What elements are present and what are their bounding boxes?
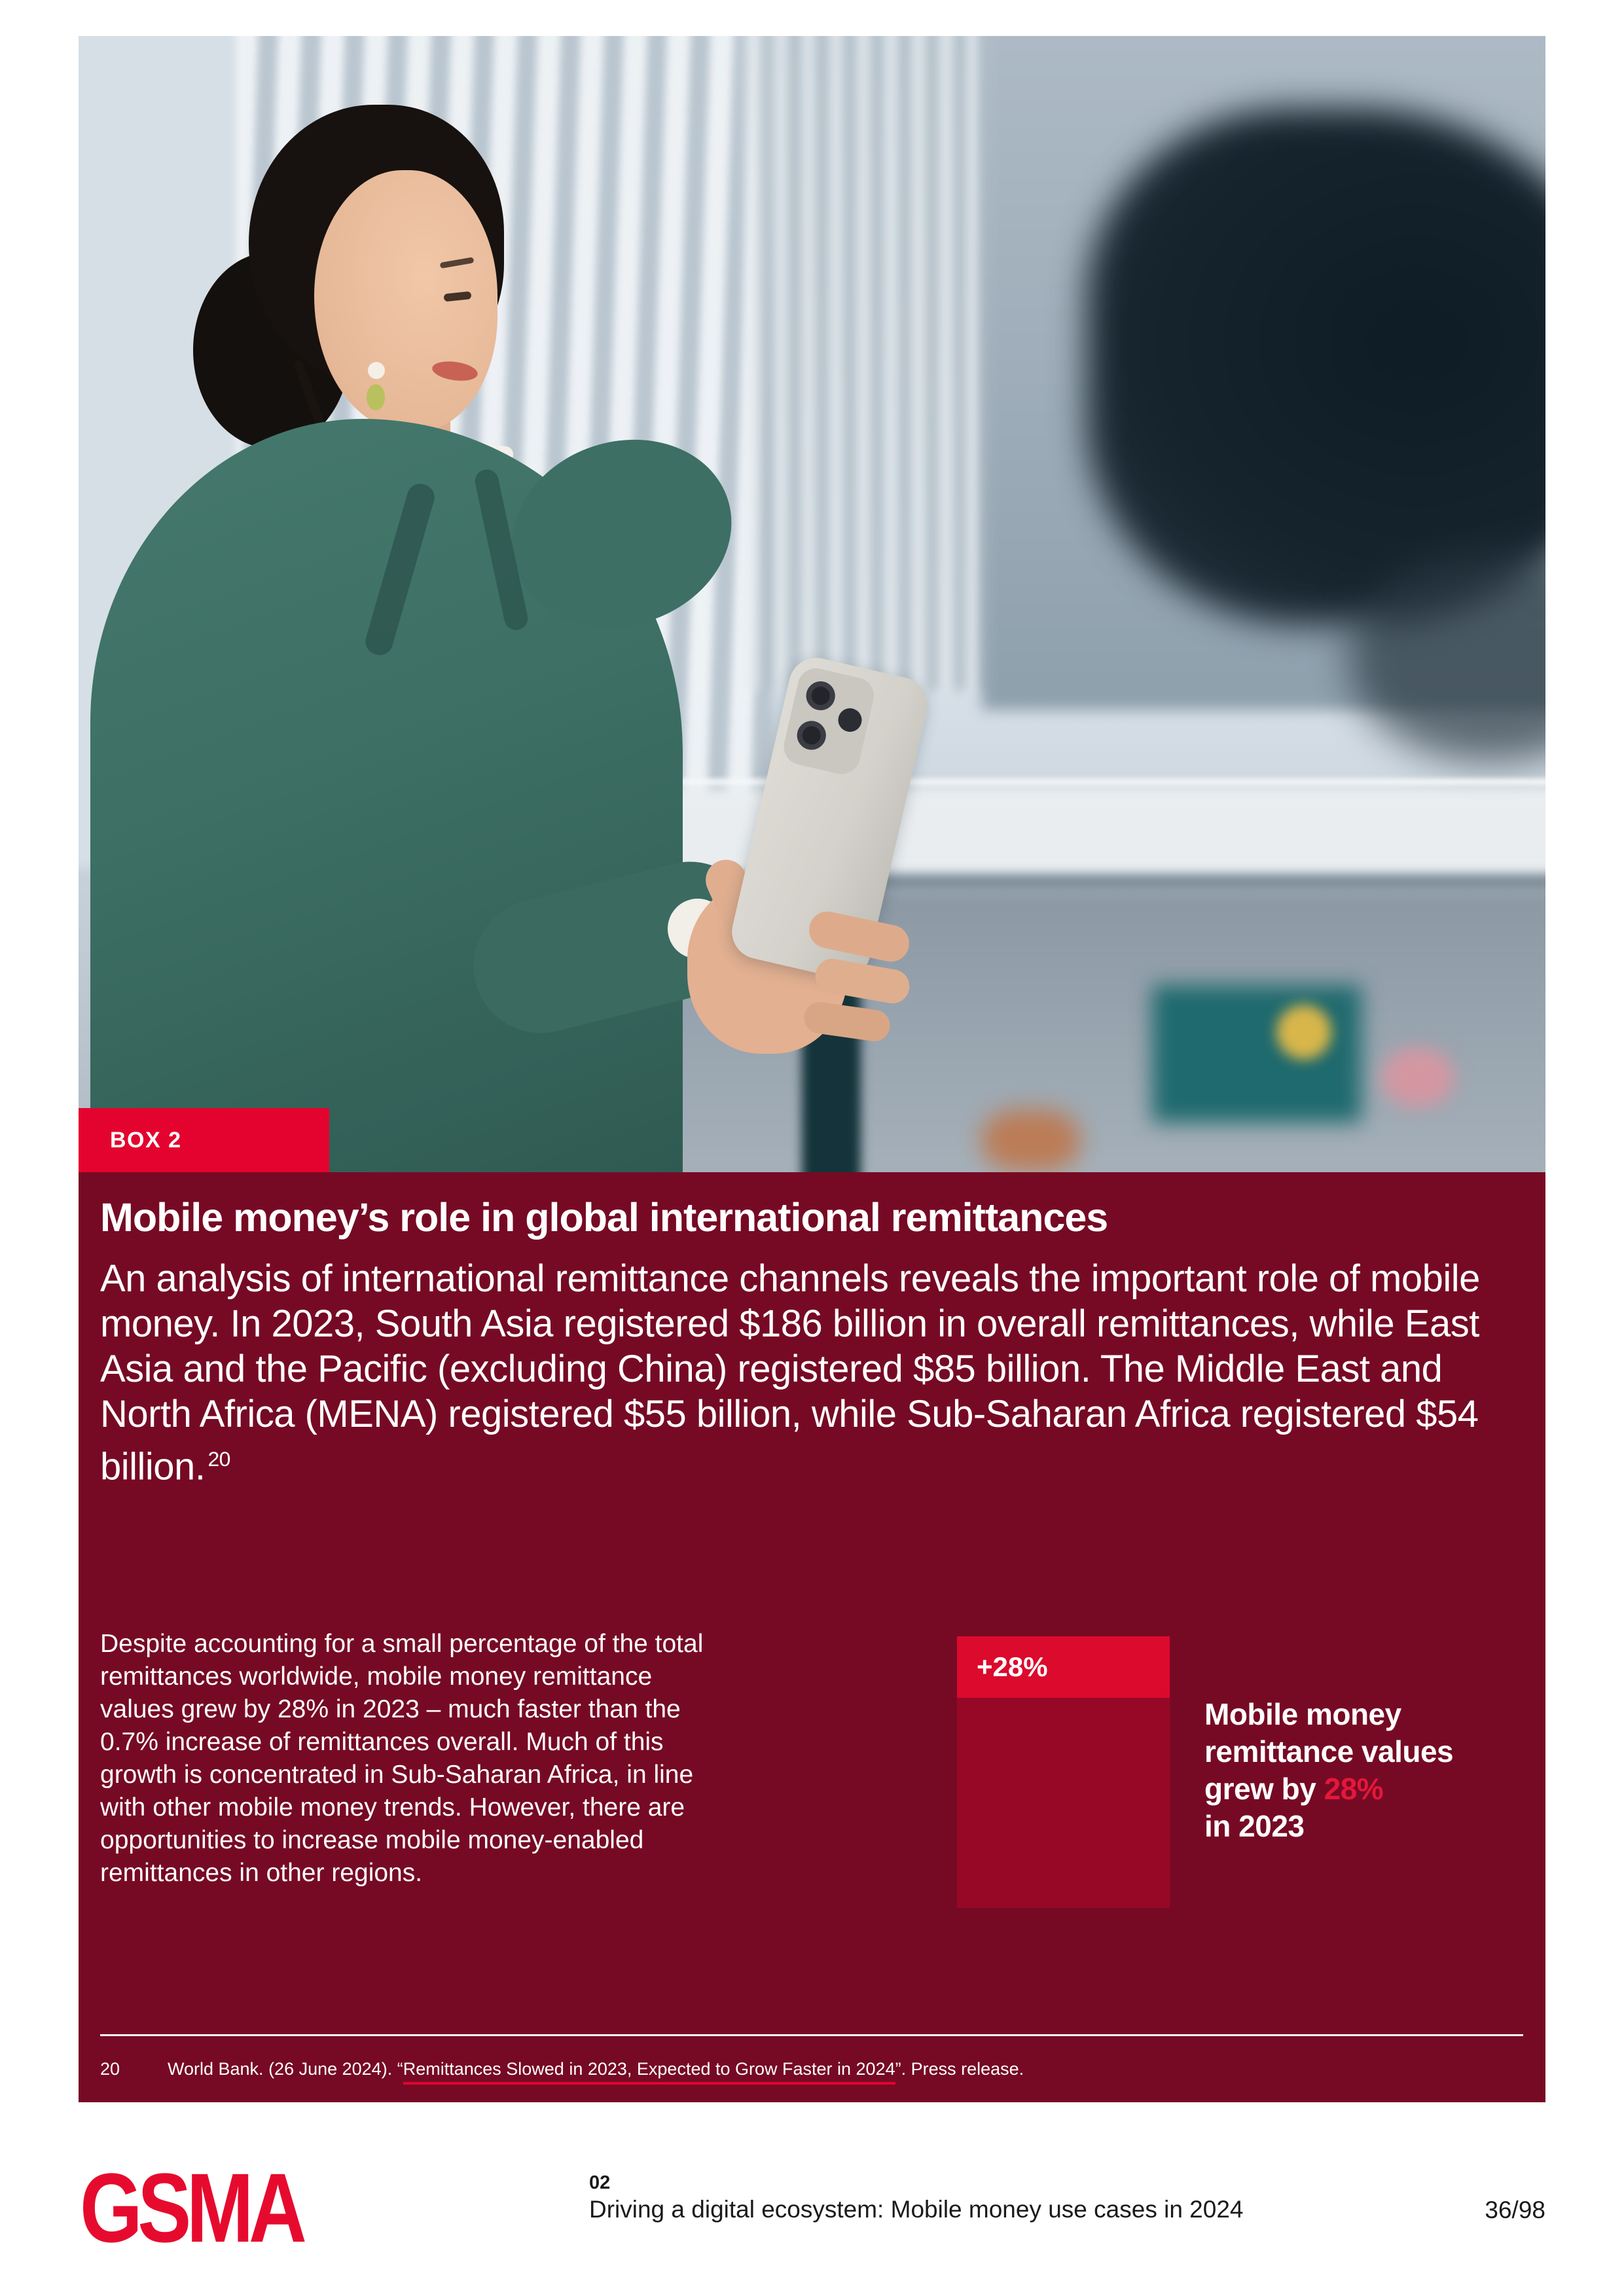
footer-title-block: [589, 2172, 1244, 2225]
photo-storefront-teal: [1152, 985, 1362, 1122]
chapter-number: 02: [589, 2172, 611, 2193]
box-label: [79, 1108, 329, 1172]
caption-line: [1204, 1770, 1532, 1808]
photo-storefront-yellow: [1276, 1005, 1331, 1060]
photo-earring-stud: [368, 362, 385, 379]
footnote-suffix: ”. Press release.: [895, 2059, 1024, 2079]
caption-text: grew by: [1204, 1772, 1324, 1806]
box-label-text: BOX 2: [110, 1127, 182, 1153]
hero-photo: [79, 36, 1545, 1172]
growth-bar-chart: [957, 1636, 1170, 1981]
page-footer: [79, 2147, 1545, 2278]
footnote-text: [168, 2059, 1024, 2085]
footnote: [100, 2056, 1024, 2082]
lead-text: An analysis of international remittance channels reveals the important role of mobile money. In 2023, South Asia registered $186 billion in overall remittances, while East Asia and the Pacific (excluding China) registered $85 billion. The Middle East and North Africa (MENA) registered $55 billion, while Sub-Saharan Africa registered $54 billion.: [100, 1257, 1480, 1488]
footnote-divider: [100, 2034, 1523, 2036]
content-panel: [79, 1172, 1545, 2102]
photo-storefront-pink: [1381, 1047, 1454, 1107]
highlight-caption: [1204, 1696, 1532, 1845]
lead-paragraph: [100, 1256, 1488, 1489]
bar-label: +28%: [977, 1651, 1048, 1682]
footnote-reference: 20: [208, 1447, 230, 1471]
photo-phone-camera-module: [780, 665, 878, 778]
bar-growth-segment: [957, 1636, 1170, 1698]
photo-earring-drop: [367, 384, 385, 410]
bar-base-segment: [957, 1698, 1170, 1908]
page-number: 36/98: [1485, 2197, 1545, 2223]
caption-line: in 2023: [1204, 1809, 1305, 1843]
caption-line: remittance values: [1204, 1734, 1454, 1768]
caption-line: Mobile money: [1204, 1697, 1401, 1731]
footnote-prefix: World Bank. (26 June 2024). “: [168, 2059, 403, 2079]
body-paragraph: Despite accounting for a small percentage of the total remittances worldwide, mobile money remittance values grew by 28% in 2023 – much faster than the 0.7% increase of remittances overall. Much of this growth is concentrated in Sub-Saharan Africa, in line with other mobile money trends. However, there are opportunities to increase mobile money-enabled remittances in other regions.: [100, 1630, 704, 1887]
gsma-logo: GSMA: [80, 2153, 302, 2263]
footnote-link[interactable]: Remittances Slowed in 2023, Expected to Grow Faster in 2024: [403, 2059, 895, 2085]
footnote-number: 20: [100, 2059, 120, 2079]
photo-dark-canopy: [1087, 108, 1545, 625]
page-title: Mobile money’s role in global international remittances: [100, 1195, 1108, 1240]
photo-storefront-orange: [982, 1109, 1080, 1172]
caption-accent-percentage: 28%: [1324, 1772, 1384, 1806]
report-title: Driving a digital ecosystem: Mobile money use cases in 2024: [589, 2196, 1244, 2223]
